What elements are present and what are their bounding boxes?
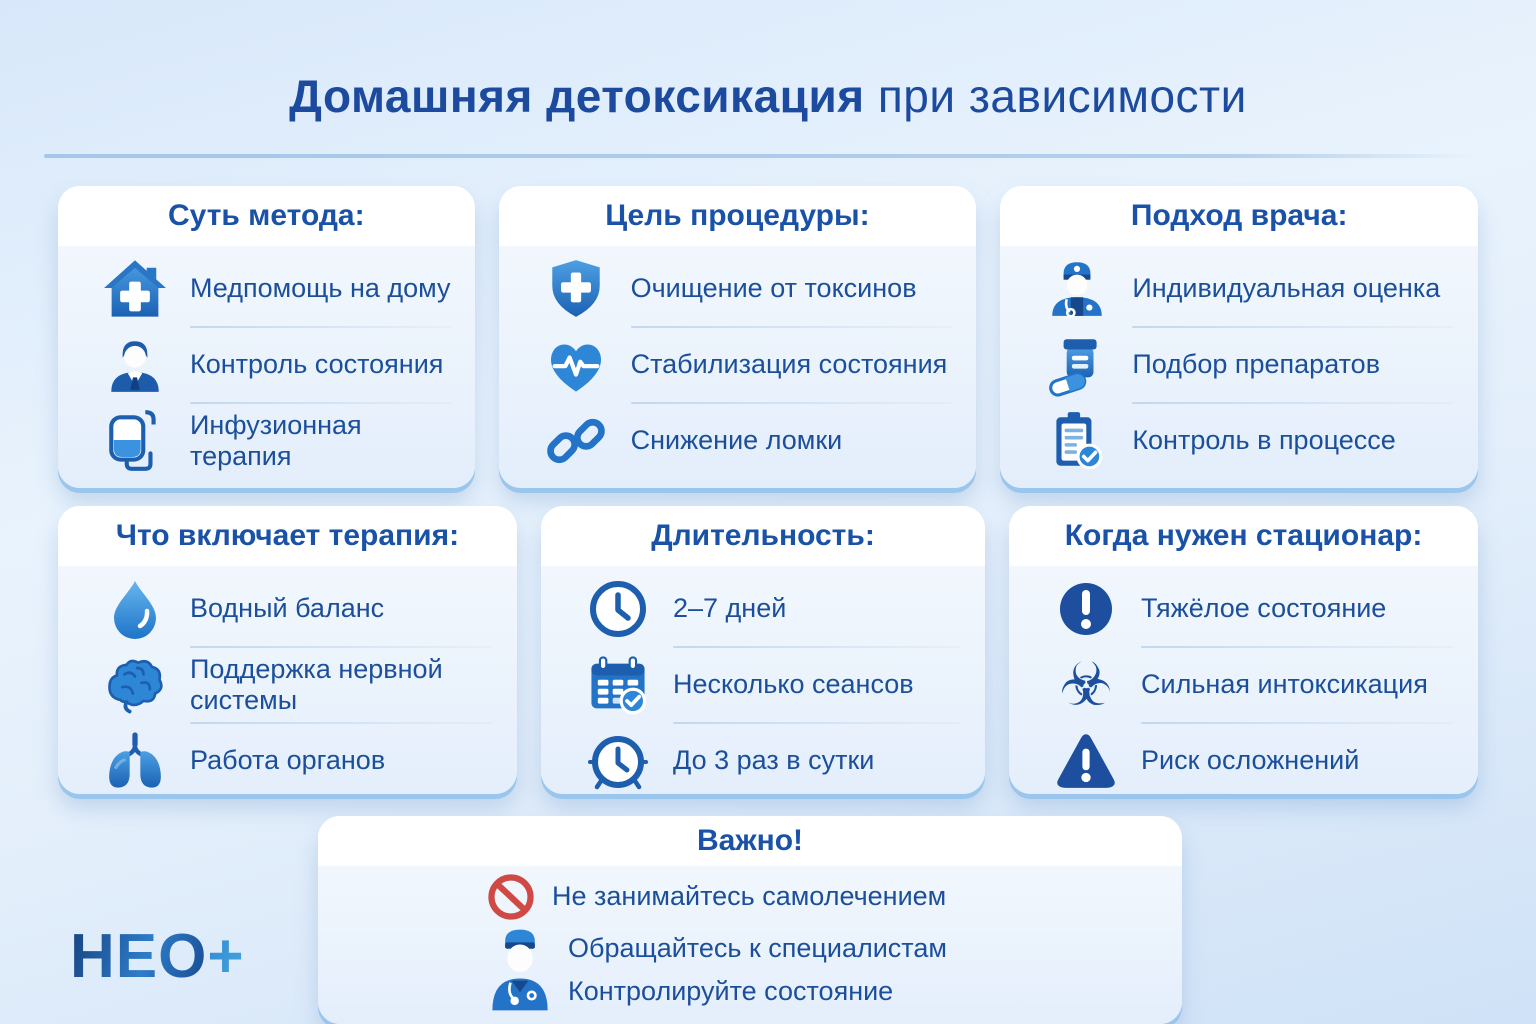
house-medical-icon	[98, 252, 172, 326]
shield-cross-icon	[539, 252, 613, 326]
surgeon-icon	[486, 922, 554, 1018]
card-item	[1040, 328, 1454, 402]
card-item	[98, 572, 493, 646]
alarm-clock-icon	[581, 724, 655, 794]
water-drop-icon	[98, 572, 172, 646]
doctor-icon	[98, 328, 172, 402]
card-title: Длительность:	[541, 506, 985, 566]
pills-icon	[1040, 328, 1114, 402]
logo-text: НЕО	[70, 922, 208, 991]
biohazard-icon	[1049, 648, 1123, 722]
card-item	[486, 922, 1152, 1018]
item-label: Инфузионная терапия	[190, 409, 362, 471]
heart-pulse-icon	[539, 328, 613, 402]
card-item	[98, 328, 451, 402]
card-important	[318, 816, 1182, 1024]
card-body	[58, 566, 517, 794]
item-label: Риск осложнений	[1141, 745, 1360, 776]
title-divider	[44, 154, 1492, 158]
card-item	[98, 252, 451, 326]
biohazard-glyph: ☣	[1059, 649, 1113, 720]
item-label: Медпомощь на дому	[190, 273, 451, 304]
item-label: Тяжёлое состояние	[1141, 593, 1387, 624]
card-title: Цель процедуры:	[499, 186, 977, 246]
item-label: Не занимайтесь самолечением	[552, 881, 947, 912]
card-item	[539, 404, 953, 478]
cards-row-2	[0, 506, 1536, 794]
iv-bag-icon	[98, 404, 172, 478]
card-body	[499, 246, 977, 488]
item-label: Обращайтесь к специалистам	[568, 932, 947, 963]
card-title: Важно!	[318, 816, 1182, 866]
card-item	[1049, 648, 1454, 722]
item-label: 2–7 дней	[673, 593, 787, 624]
item-label: Контроль состояния	[190, 349, 444, 380]
card-item	[98, 404, 451, 478]
card-title: Суть метода:	[58, 186, 475, 246]
card-item	[1049, 572, 1454, 646]
card-body	[58, 246, 475, 488]
item-label: Подбор препаратов	[1132, 349, 1381, 380]
card-item	[1049, 724, 1454, 794]
card-duration	[541, 506, 985, 794]
page-title-bold: Домашняя детоксикация	[289, 69, 865, 122]
item-label: Контролируйте состояние	[568, 975, 894, 1006]
item-label: Стабилизация состояния	[630, 349, 948, 380]
card-title: Когда нужен стационар:	[1009, 506, 1478, 566]
calendar-check-icon	[581, 648, 655, 722]
card-item	[539, 252, 953, 326]
card-item	[98, 648, 493, 722]
card-item	[581, 572, 961, 646]
item-label: Несколько сеансов	[673, 669, 914, 700]
item-label: Водный баланс	[190, 593, 385, 624]
card-item	[581, 648, 961, 722]
logo-plus-icon: +	[207, 922, 245, 991]
clipboard-check-icon	[1040, 404, 1114, 478]
item-label: Очищение от токсинов	[630, 273, 917, 304]
card-procedure-goal	[499, 186, 977, 488]
exclamation-circle-icon	[1049, 572, 1123, 646]
cards-row-1	[0, 186, 1536, 488]
neo-plus-logo	[70, 921, 245, 992]
card-body	[541, 566, 985, 794]
item-label: Сильная интоксикация	[1141, 669, 1428, 700]
card-method-essence	[58, 186, 475, 488]
card-item	[539, 328, 953, 402]
chain-icon	[539, 404, 613, 478]
card-item	[486, 872, 1152, 922]
lungs-icon	[98, 724, 172, 794]
page-title-rest: при зависимости	[864, 69, 1247, 122]
item-label: Снижение ломки	[630, 425, 843, 456]
clock-icon	[581, 572, 655, 646]
card-title: Что включает терапия:	[58, 506, 517, 566]
card-hospital-needed	[1009, 506, 1478, 794]
card-doctor-approach	[1000, 186, 1478, 488]
item-label: Индивидуальная оценка	[1132, 273, 1441, 304]
card-body	[318, 866, 1182, 1024]
card-item	[581, 724, 961, 794]
no-entry-icon	[486, 872, 536, 922]
important-lines	[568, 933, 947, 1007]
brain-icon	[98, 648, 172, 722]
item-label: Работа органов	[190, 745, 386, 776]
page-title	[0, 31, 1536, 123]
doctor-cap-icon	[1040, 252, 1114, 326]
item-label: Контроль в процессе	[1132, 425, 1396, 456]
card-body	[1000, 246, 1478, 488]
card-title: Подход врача:	[1000, 186, 1478, 246]
card-item	[98, 724, 493, 794]
card-item	[1040, 404, 1454, 478]
card-body	[1009, 566, 1478, 794]
warning-triangle-icon	[1049, 724, 1123, 794]
card-item	[1040, 252, 1454, 326]
item-label: До 3 раз в сутки	[673, 745, 875, 776]
card-therapy-includes	[58, 506, 517, 794]
item-label: Поддержка нервной системы	[190, 653, 443, 715]
